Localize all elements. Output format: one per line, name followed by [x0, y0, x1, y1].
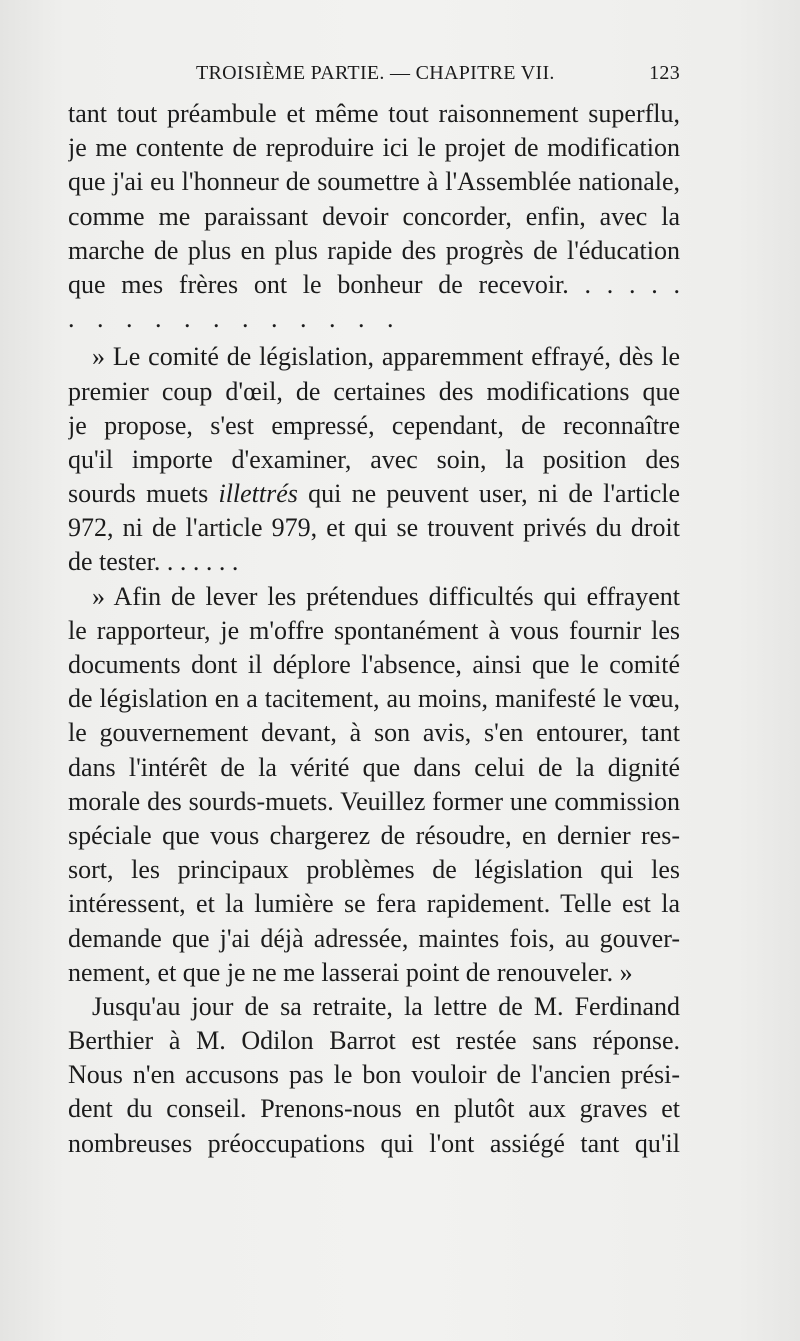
text-line: nombreuses préoccupations qui l'ont assiégé tant qu'il	[68, 1128, 680, 1158]
text-line: documents dont il déplore l'absence, ainsi que le comité	[68, 650, 680, 679]
text-line: de tester. . . . . . .	[68, 547, 239, 577]
running-head	[68, 62, 680, 88]
text-line: dans l'intérêt de la vérité que dans celui de la dignité	[68, 752, 680, 782]
text-line: que j'ai eu l'honneur de soumettre à l'Assemblée nationale,	[68, 167, 680, 197]
text-line: spéciale que vous chargerez de résoudre, en dernier res-	[68, 820, 680, 850]
text-line: qu'il importe d'examiner, avec soin, la position des	[68, 444, 680, 474]
text-line: » Le comité de législation, apparemment effrayé, dès le	[92, 342, 680, 372]
text-line: Berthier à M. Odilon Barrot est restée sans réponse.	[68, 1026, 680, 1056]
italic-word: illettrés	[218, 479, 298, 509]
text-line: marche de plus en plus rapide des progrès de l'éducation	[68, 235, 680, 265]
text-line: le gouvernement devant, à son avis, s'en entourer, tant	[68, 718, 680, 748]
text-line: je me contente de reproduire ici le projet de modification	[68, 133, 680, 163]
text-line: comme me paraissant devoir concorder, enfin, avec la	[68, 201, 680, 231]
text-line: nement, et que je ne me lasserai point de renouveler. »	[68, 957, 633, 987]
text-line-with-italic	[68, 477, 680, 511]
running-title: TROISIÈME PARTIE. — CHAPITRE VII.	[196, 62, 555, 84]
body-text	[68, 97, 680, 1161]
text-line: intéressent, et la lumière se fera rapidement. Telle est la	[68, 889, 680, 919]
text-line: tant tout préambule et même tout raisonnement superflu,	[68, 99, 680, 128]
ellipsis-line: . . . . . . . . . . . .	[68, 304, 402, 334]
text-segment: sourds muets	[68, 479, 209, 509]
text-line: morale des sourds-muets. Veuillez former une commission	[68, 786, 680, 816]
text-line: de législation en a tacitement, au moins, manifesté le vœu,	[68, 684, 680, 714]
text-line: Nous n'en accusons pas le bon vouloir de l'ancien prési-	[68, 1060, 680, 1090]
text-line: sort, les principaux problèmes de législation qui les	[68, 855, 680, 885]
text-line: 972, ni de l'article 979, et qui se trouvent privés du droit	[68, 513, 680, 543]
text-line: » Afin de lever les prétendues difficultés qui effrayent	[92, 581, 680, 611]
text-line: demande que j'ai déjà adressée, maintes fois, au gouver-	[68, 923, 680, 953]
page-number: 123	[649, 62, 680, 84]
text-segment: qui ne peuvent user, ni de l'article	[308, 479, 680, 509]
text-line: dent du conseil. Prenons-nous en plutôt aux graves et	[68, 1094, 680, 1124]
text-line: je propose, s'est empressé, cependant, de reconnaître	[68, 410, 680, 440]
text-line: que mes frères ont le bonheur de recevoir. . . . . .	[68, 269, 680, 299]
text-line: premier coup d'œil, de certaines des modifications que	[68, 376, 680, 406]
text-line: le rapporteur, je m'offre spontanément à vous fournir les	[68, 615, 680, 645]
text-line: Jusqu'au jour de sa retraite, la lettre de M. Ferdinand	[92, 991, 680, 1021]
